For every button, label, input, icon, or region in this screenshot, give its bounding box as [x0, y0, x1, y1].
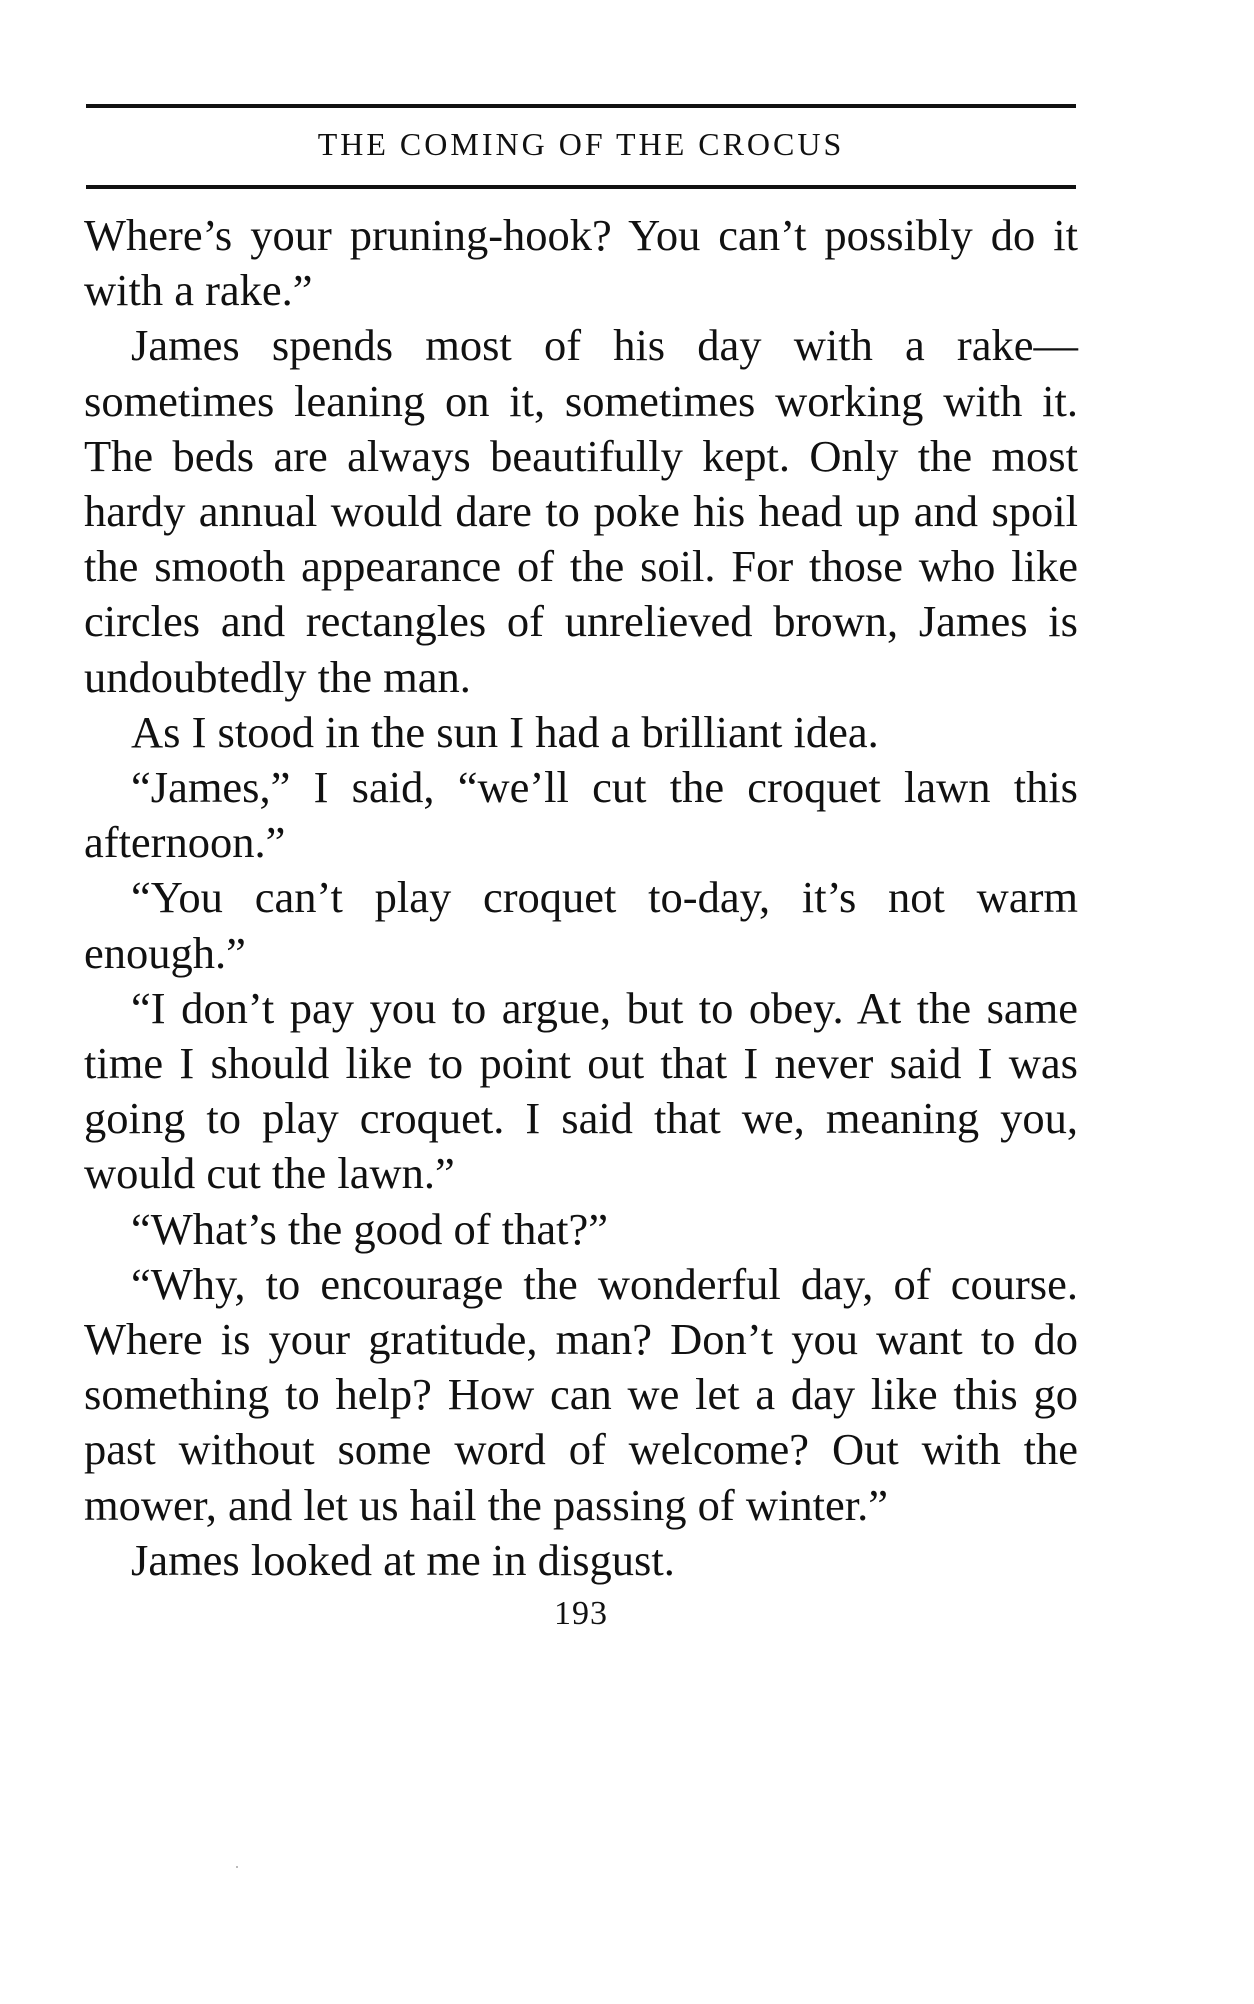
header-top-rule — [86, 104, 1076, 108]
paragraph: James spends most of his day with a rake— sometimes leaning on it, sometimes working with it. The beds are always beautifully kept. Only the most hardy annual would dare to poke his head up and spoil the smooth appearance of the soil. For those who like circles and rectangles of unrelieved brown, James is undoubtedly the man. — [84, 320, 1078, 702]
margin-speck — [236, 1866, 238, 1868]
paragraph: As I stood in the sun I had a brilliant idea. — [131, 706, 879, 757]
header-bottom-rule — [86, 185, 1076, 189]
paragraph: “What’s the good of that?” — [131, 1203, 608, 1254]
running-head: THE COMING OF THE CROCUS — [317, 126, 845, 162]
paragraph: “You can’t play croquet to-day, it’s not warm enough.” — [84, 872, 1078, 978]
paragraph: James looked at me in disgust. — [131, 1534, 675, 1585]
paragraph: Where’s your pruning-hook? You can’t possibly do it with a rake.” — [84, 210, 1078, 316]
paragraph: “Why, to encourage the wonderful day, of course. Where is your gratitude, man? Don’t you want to do something to help? How can we let a day like this go past without some word of welcome? Out with the mower, and let us hail the passing of winter.” — [84, 1258, 1078, 1530]
paragraph: “I don’t pay you to argue, but to obey. At the same time I should like to point out that I never said I was going to play croquet. I said that we, meaning you, would cut the lawn.” — [84, 982, 1078, 1199]
paragraph: “James,” I said, “we’ll cut the croquet lawn this afternoon.” — [84, 762, 1078, 868]
body-text — [84, 208, 1078, 1588]
page-number: 193 — [554, 1595, 608, 1632]
